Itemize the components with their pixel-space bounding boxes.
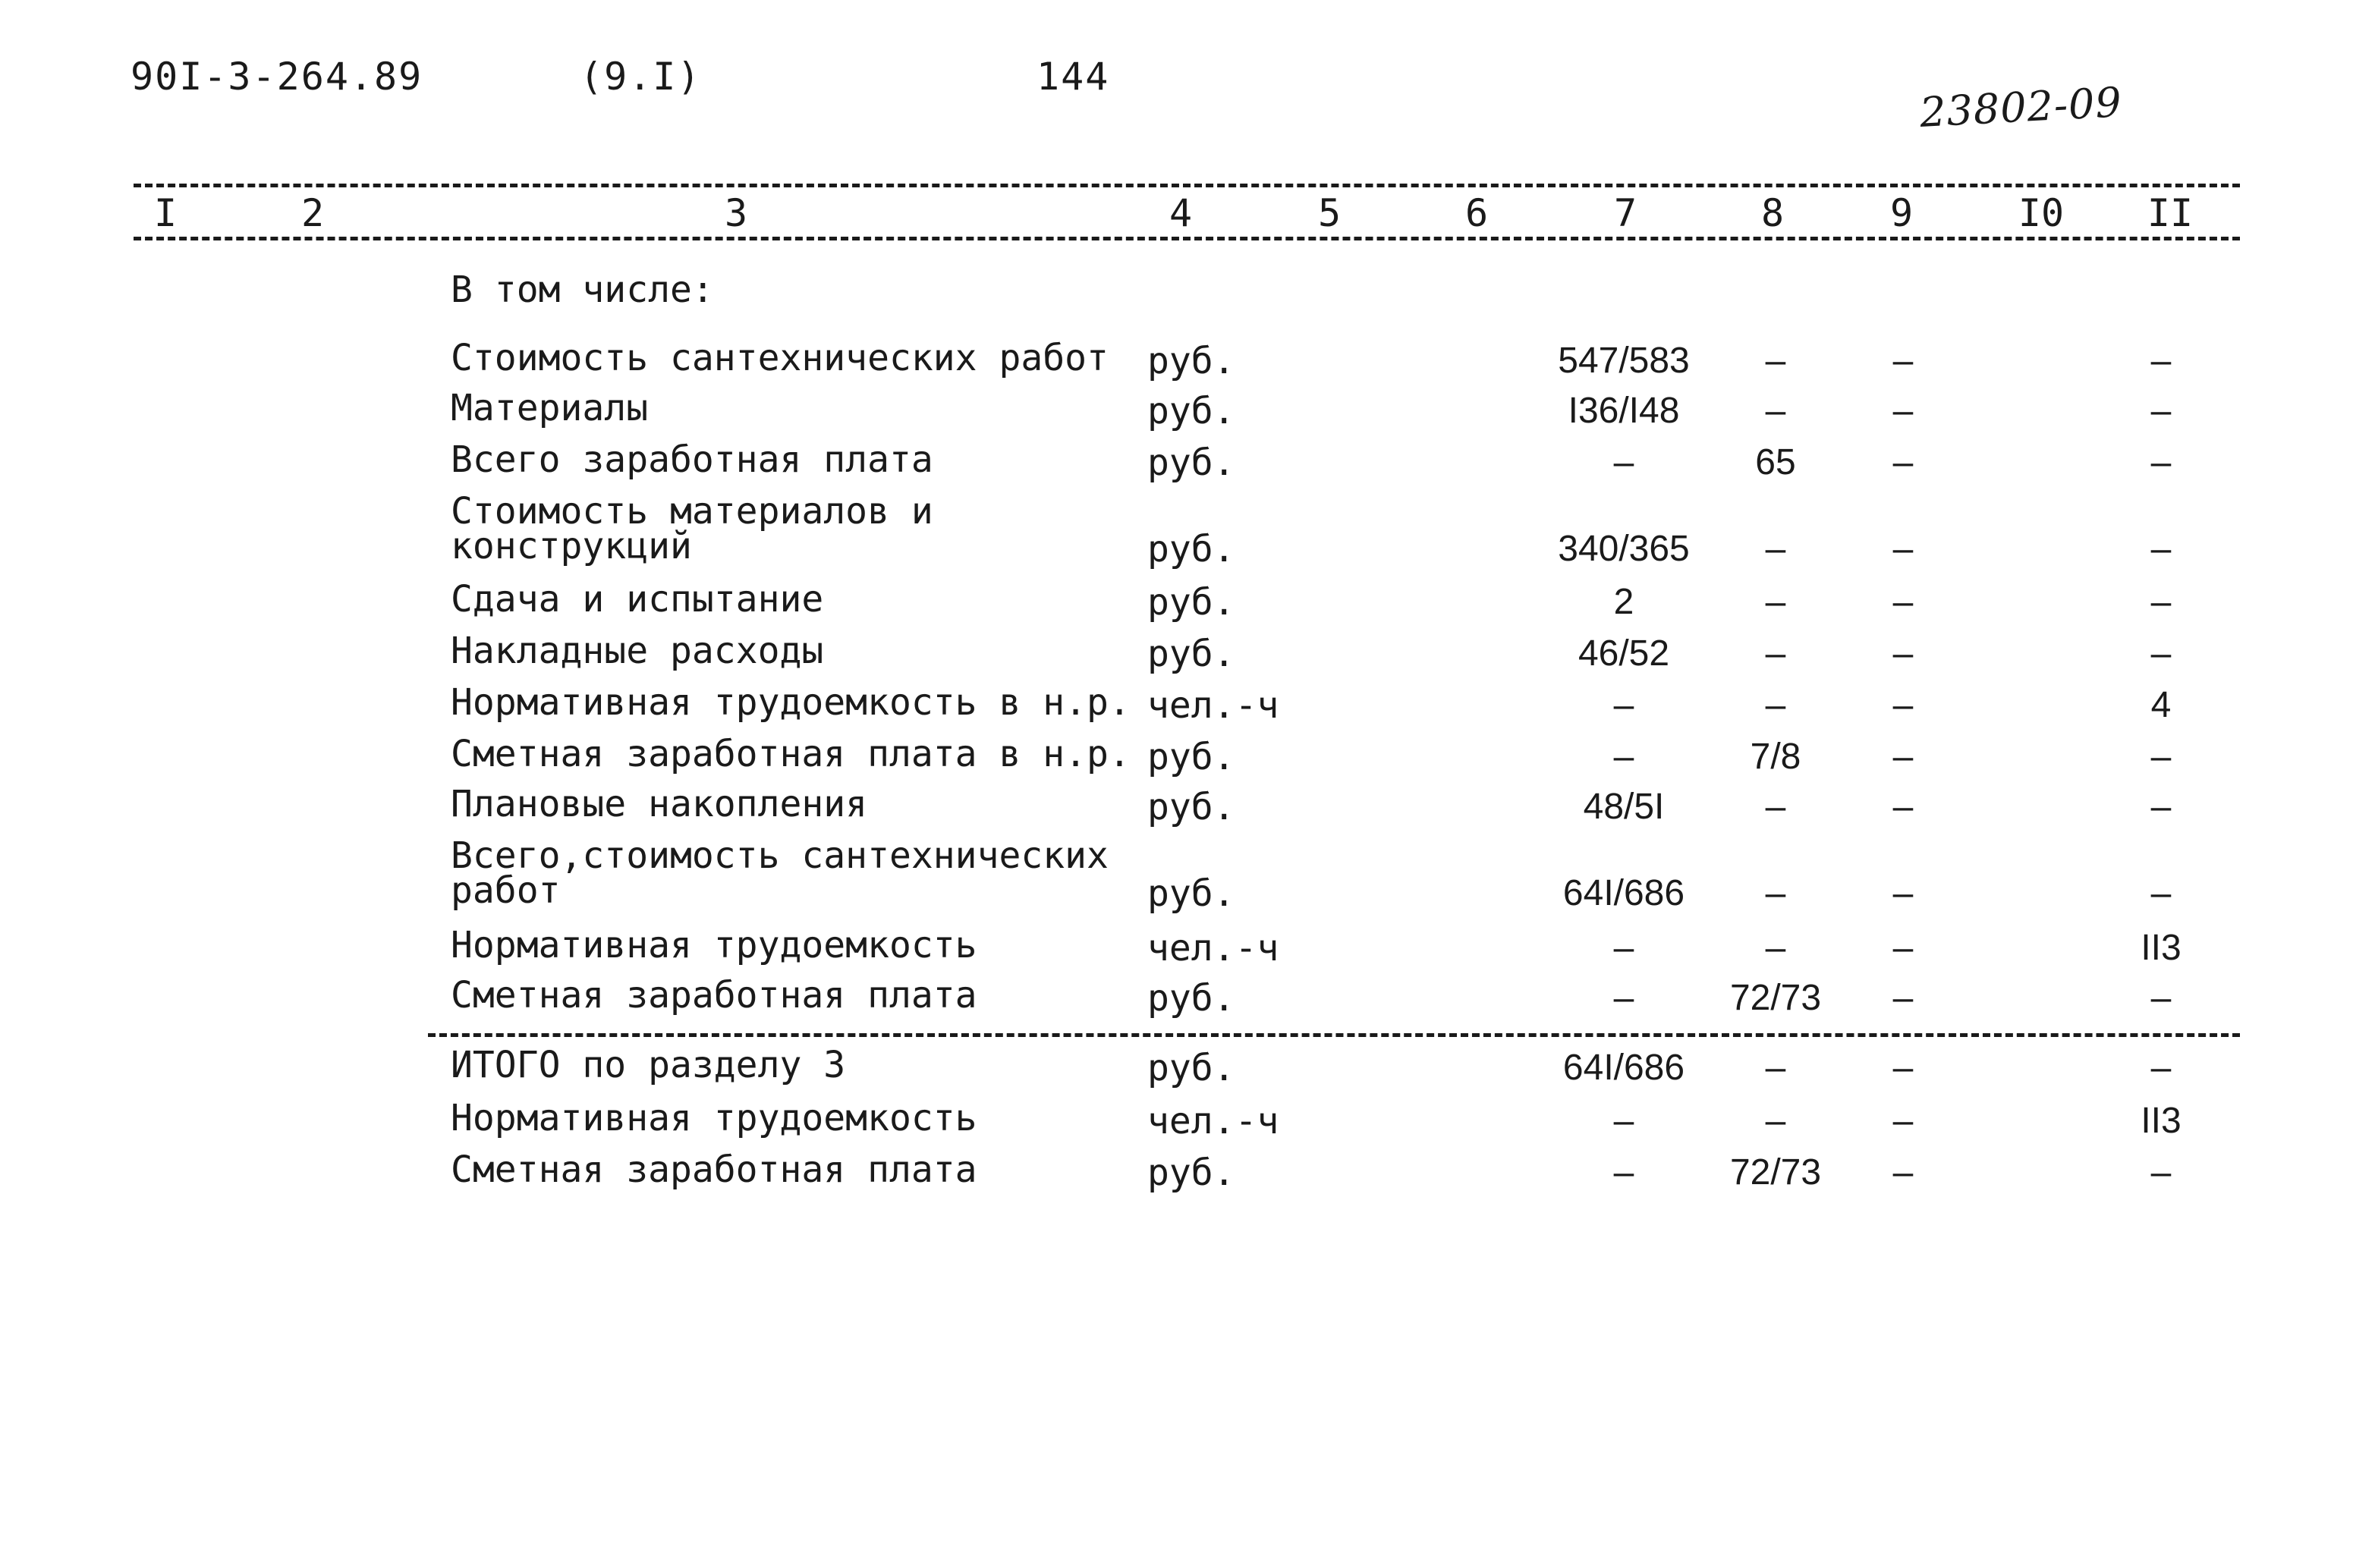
- total-row-value-col8: –: [1765, 1101, 1786, 1141]
- total-row-value-col9: –: [1892, 1101, 1914, 1141]
- row-value-col8: –: [1765, 787, 1786, 827]
- column-header-1: I: [153, 191, 178, 235]
- header-top-divider: [134, 184, 2240, 187]
- column-header-4: 4: [1169, 191, 1193, 235]
- row-label: Стоимость материалов и: [451, 490, 933, 533]
- row-unit: руб.: [1147, 633, 1235, 675]
- row-value-col7: 46/52: [1578, 633, 1670, 674]
- row-value-col7: –: [1613, 685, 1634, 725]
- row-value-col9: –: [1892, 928, 1914, 968]
- column-header-5: 5: [1317, 191, 1342, 235]
- row-value-col9: –: [1892, 978, 1914, 1018]
- row-value-col8: 72/73: [1729, 978, 1822, 1018]
- total-row-value-col11: –: [2150, 1048, 2172, 1088]
- row-value-col9: –: [1892, 442, 1914, 482]
- row-label: Стоимость сантехнических работ: [451, 337, 1109, 379]
- row-value-col9: –: [1892, 582, 1914, 622]
- row-value-col7: 64I/686: [1562, 873, 1685, 913]
- row-value-col11: –: [2150, 787, 2172, 827]
- row-value-col7: 547/583: [1558, 341, 1690, 381]
- row-label: работ: [451, 869, 561, 912]
- total-row-value-col7: –: [1613, 1101, 1634, 1141]
- total-row-value-col11: II3: [2141, 1101, 2182, 1141]
- row-value-col7: –: [1613, 978, 1634, 1018]
- section-number: (9.I): [580, 55, 702, 99]
- row-value-col11: –: [2150, 529, 2172, 569]
- row-value-col8: –: [1765, 633, 1786, 674]
- row-unit: руб.: [1147, 528, 1235, 570]
- row-unit: руб.: [1147, 441, 1235, 484]
- row-unit: руб.: [1147, 736, 1235, 778]
- column-header-3: 3: [724, 191, 748, 235]
- row-unit: руб.: [1147, 872, 1235, 915]
- row-value-col11: 4: [2150, 685, 2172, 725]
- total-row-value-col8: –: [1765, 1048, 1786, 1088]
- column-header-9: 9: [1889, 191, 1914, 235]
- row-value-col7: –: [1613, 928, 1634, 968]
- row-unit: руб.: [1147, 977, 1235, 1020]
- total-row-value-col7: –: [1613, 1152, 1634, 1192]
- total-row-unit: руб.: [1147, 1152, 1235, 1194]
- header-bottom-divider: [134, 237, 2240, 240]
- row-label: Нормативная трудоемкость: [451, 924, 977, 966]
- total-row-value-col8: 72/73: [1729, 1152, 1822, 1192]
- row-value-col7: –: [1613, 442, 1634, 482]
- row-value-col11: –: [2150, 978, 2172, 1018]
- row-value-col7: 48/5I: [1583, 787, 1665, 827]
- row-value-col7: I36/I48: [1568, 391, 1680, 431]
- row-value-col11: –: [2150, 873, 2172, 913]
- row-label: Нормативная трудоемкость в н.р.: [451, 681, 1131, 724]
- row-label: конструкций: [451, 525, 692, 567]
- row-value-col9: –: [1892, 685, 1914, 725]
- row-value-col8: –: [1765, 685, 1786, 725]
- row-value-col11: –: [2150, 737, 2172, 777]
- total-row-label: ИТОГО по разделу 3: [451, 1044, 846, 1086]
- row-value-col9: –: [1892, 787, 1914, 827]
- row-unit: руб.: [1147, 786, 1235, 828]
- row-label: Материалы: [451, 387, 649, 429]
- total-row-value-col7: 64I/686: [1562, 1048, 1685, 1088]
- column-header-6: 6: [1464, 191, 1489, 235]
- row-unit: руб.: [1147, 340, 1235, 382]
- row-unit: руб.: [1147, 390, 1235, 432]
- column-header-10: I0: [2018, 191, 2065, 235]
- row-value-col9: –: [1892, 633, 1914, 674]
- total-row-label: Нормативная трудоемкость: [451, 1097, 977, 1139]
- row-value-col11: II3: [2141, 928, 2182, 968]
- row-value-col8: –: [1765, 582, 1786, 622]
- row-value-col9: –: [1892, 341, 1914, 381]
- row-value-col8: 65: [1755, 442, 1796, 482]
- row-unit: чел.-ч: [1147, 927, 1279, 969]
- row-label: Сметная заработная плата в н.р.: [451, 733, 1131, 775]
- column-header-7: 7: [1613, 191, 1637, 235]
- row-value-col8: –: [1765, 529, 1786, 569]
- row-value-col9: –: [1892, 391, 1914, 431]
- row-value-col7: –: [1613, 737, 1634, 777]
- row-value-col11: –: [2150, 391, 2172, 431]
- row-value-col11: –: [2150, 633, 2172, 674]
- total-row-unit: чел.-ч: [1147, 1100, 1279, 1142]
- row-value-col11: –: [2150, 582, 2172, 622]
- row-label: Накладные расходы: [451, 630, 824, 672]
- intro-label: В том числе:: [451, 269, 714, 311]
- row-value-col8: –: [1765, 341, 1786, 381]
- row-value-col8: –: [1765, 873, 1786, 913]
- row-label: Сметная заработная плата: [451, 974, 977, 1017]
- handwritten-number: 23802-09: [1918, 78, 2124, 137]
- row-value-col9: –: [1892, 529, 1914, 569]
- row-label: Всего,стоимость сантехнических: [451, 834, 1109, 877]
- row-value-col8: –: [1765, 391, 1786, 431]
- column-header-11: II: [2147, 191, 2194, 235]
- total-row-value-col9: –: [1892, 1048, 1914, 1088]
- totals-divider: [428, 1033, 2240, 1037]
- row-value-col11: –: [2150, 341, 2172, 381]
- page-number: 144: [1037, 55, 1110, 99]
- row-label: Всего заработная плата: [451, 438, 933, 481]
- column-header-8: 8: [1760, 191, 1785, 235]
- total-row-unit: руб.: [1147, 1047, 1235, 1089]
- row-value-col7: 340/365: [1558, 529, 1690, 569]
- row-value-col8: –: [1765, 928, 1786, 968]
- row-value-col8: 7/8: [1750, 737, 1801, 777]
- row-label: Сдача и испытание: [451, 578, 824, 621]
- document-code: 90I-3-264.89: [131, 55, 423, 99]
- row-unit: руб.: [1147, 581, 1235, 624]
- row-label: Плановые накопления: [451, 783, 868, 825]
- total-row-value-col11: –: [2150, 1152, 2172, 1192]
- row-value-col7: 2: [1613, 582, 1634, 622]
- row-value-col9: –: [1892, 737, 1914, 777]
- row-unit: чел.-ч: [1147, 684, 1279, 727]
- row-value-col9: –: [1892, 873, 1914, 913]
- column-header-2: 2: [300, 191, 325, 235]
- total-row-value-col9: –: [1892, 1152, 1914, 1192]
- row-value-col11: –: [2150, 442, 2172, 482]
- total-row-label: Сметная заработная плата: [451, 1149, 977, 1191]
